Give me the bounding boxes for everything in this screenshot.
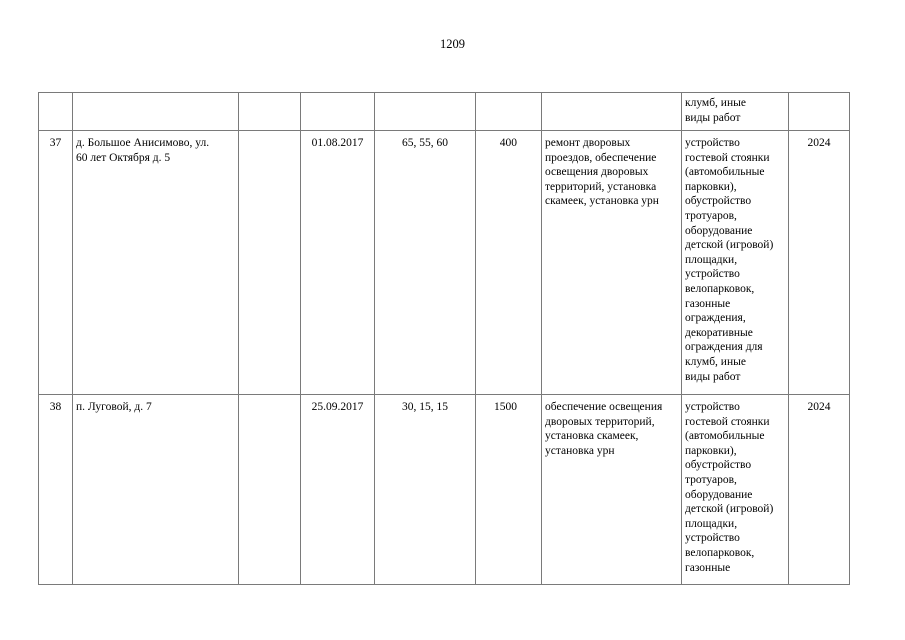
- table-row: [39, 93, 850, 131]
- year-cell: 2024: [789, 395, 850, 585]
- date-cell: [301, 93, 375, 131]
- amount-cell: 400: [476, 131, 542, 395]
- numbers-cell: 65, 55, 60: [375, 131, 476, 395]
- numbers-cell: 30, 15, 15: [375, 395, 476, 585]
- numbers-cell: [375, 93, 476, 131]
- amount-cell: [476, 93, 542, 131]
- row-number-cell: 37: [39, 131, 73, 395]
- year-cell: [789, 93, 850, 131]
- date-cell: 25.09.2017: [301, 395, 375, 585]
- works-cell: обеспечение освещения дворовых территорий, установка скамеек, установка урн: [542, 395, 682, 585]
- work-types-cell: устройство гостевой стоянки (автомобильные парковки), обустройство тротуаров, оборудование детской (игровой) площадки, устройство велопарковок, газонные: [682, 395, 789, 585]
- empty-cell: [239, 395, 301, 585]
- row-number-cell: 38: [39, 395, 73, 585]
- work-types-cell: устройство гостевой стоянки (автомобильные парковки), обустройство тротуаров, оборудование детской (игровой) площадки, устройство велопарковок, газонные ограждения, декоративные ограждения для клумб, иные виды работ: [682, 131, 789, 395]
- works-cell: [542, 93, 682, 131]
- table-row: [39, 395, 850, 585]
- empty-cell: [239, 131, 301, 395]
- works-cell: ремонт дворовых проездов, обеспечение освещения дворовых территорий, установка скамеек, установка урн: [542, 131, 682, 395]
- amount-cell: 1500: [476, 395, 542, 585]
- address-cell: д. Большое Анисимово, ул. 60 лет Октября д. 5: [73, 131, 239, 395]
- address-cell: [73, 93, 239, 131]
- address-cell: п. Луговой, д. 7: [73, 395, 239, 585]
- work-types-cell: клумб, иные виды работ: [682, 93, 789, 131]
- empty-cell: [239, 93, 301, 131]
- improvement-table: [38, 92, 850, 585]
- page-number: 1209: [440, 37, 465, 51]
- date-cell: 01.08.2017: [301, 131, 375, 395]
- year-cell: 2024: [789, 131, 850, 395]
- row-number-cell: [39, 93, 73, 131]
- table-row: [39, 131, 850, 395]
